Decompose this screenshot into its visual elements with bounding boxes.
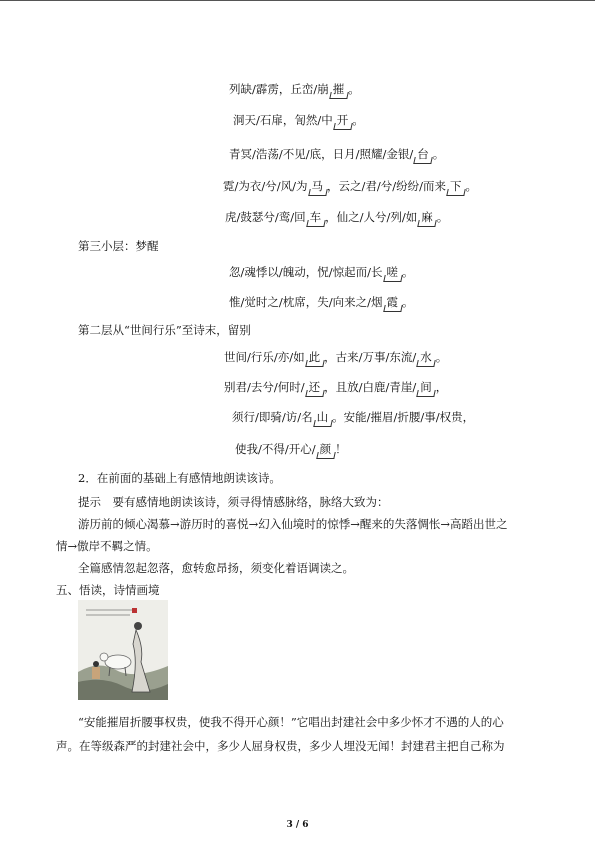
stress-mark: 此 [306,350,324,364]
stress-mark: 马 [309,179,327,193]
paragraph-line: 声。在等级森严的封建社会中，多少人屈身权贵，多少人埋没无闻！封建君主把自己称为 [56,739,505,753]
ink-painting-svg [78,600,168,700]
summary: 全篇感情忽起忽落，愈转愈昂扬，须变化着语调读之。 [78,561,354,575]
stress-mark: 颜 [317,442,335,456]
stress-mark: 开 [334,113,352,127]
verse-line: 洞天/石扉，訇然/中 开 。 [233,113,364,127]
flow-line: 游历前的倾心渴慕→游历时的喜悦→幻入仙境时的惊悸→醒来的失落惆怅→高蹈出世之 [78,517,508,531]
stress-mark: 麻 [418,210,436,224]
verse-line: 惟/觉时之/枕席，失/向来之/烟 霞 。 [229,295,414,309]
stress-mark: 霞 [384,295,402,309]
stress-mark: 间 [417,380,435,394]
flow-line: 情→傲岸不羁之情。 [56,539,158,553]
stress-mark: 还 [306,380,324,394]
verse-line: 忽/魂悸以/魄动，怳/惊起而/长 嗟 。 [229,265,414,279]
verse-line: 使我/不得/开心/ 颜 ！ [235,442,347,456]
hint: 提示 要有感情地朗读该诗，须寻得情感脉络，脉络大致为： [78,495,389,509]
subheading: 第二层从“世间行乐”至诗末，留别 [78,323,251,337]
stress-mark: 嗟 [384,265,402,279]
page-number: 3 / 6 [286,820,309,830]
verse-line: 虎/鼓瑟兮/鸾/回 车 ，仙之/人兮/列/如 麻 。 [225,210,449,224]
stress-mark: 水 [417,350,435,364]
stress-mark: 摧 [330,82,348,96]
stress-mark: 山 [314,410,332,424]
stress-mark: 台 [414,147,432,161]
stress-mark: 下 [447,179,465,193]
verse-line: 列缺/霹雳，丘峦/崩 摧 。 [229,82,360,96]
item-2: 2．在前面的基础上有感情地朗读该诗。 [78,471,281,485]
subheading: 第三小层：梦醒 [78,239,159,253]
section-heading: 五、悟读，诗情画境 [56,583,160,597]
stress-mark: 车 [307,210,325,224]
verse-line: 世间/行乐/亦/如 此 ，古来/万事/东流/ 水 。 [224,350,448,364]
ink-painting-image [78,600,168,700]
verse-line: 青冥/浩荡/不见/底，日月/照耀/金银/ 台 。 [229,147,445,161]
verse-line: 霓/为衣/兮/风/为 马 ，云之/君/兮/纷纷/而来 下 。 [223,179,477,193]
verse-line: 别君/去兮/何时/ 还 ，且放/白鹿/青崖/ 间 ， [224,380,448,394]
top-rule [0,0,595,1]
paragraph-line: “安能摧眉折腰事权贵，使我不得开心颜！”它唱出封建社会中多少怀才不遇的人的心 [78,715,504,729]
verse-line: 须行/即骑/访/名 山 。安能/摧眉/折腰/事/权贵， [232,410,475,424]
